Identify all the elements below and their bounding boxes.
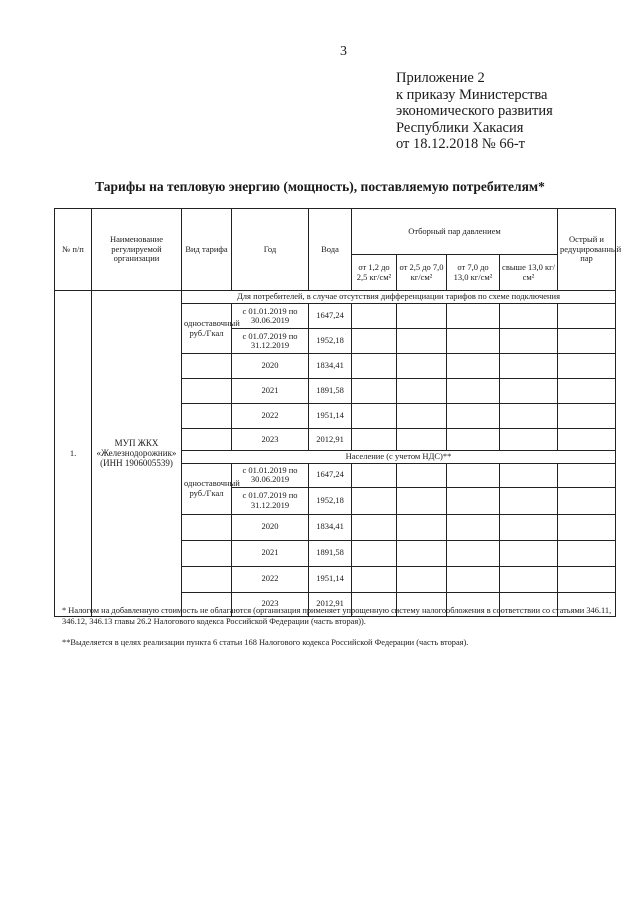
period-cell: с 01.07.2019 по 31.12.2019 <box>232 329 309 354</box>
tariff-type-cell: одноставочный руб./Гкал <box>182 304 232 354</box>
water-value: 1834,41 <box>309 354 352 379</box>
tariff-type-cell: одноставочный руб./Гкал <box>182 463 232 514</box>
period-cell: 2020 <box>232 354 309 379</box>
header-water: Вода <box>309 209 352 291</box>
period-cell: 2021 <box>232 379 309 404</box>
header-num: № п/п <box>55 209 92 291</box>
water-value: 1951,14 <box>309 404 352 429</box>
header-pressure-3: от 7,0 до 13,0 кг/см² <box>447 255 500 291</box>
tariff-table <box>54 208 622 617</box>
water-value: 1952,18 <box>309 329 352 354</box>
header-year: Год <box>232 209 309 291</box>
appendix-line-5: от 18.12.2018 № 66-т <box>396 136 526 152</box>
water-value: 2012,91 <box>309 429 352 451</box>
period-cell: 2022 <box>232 566 309 592</box>
footnote-1: * Налогом на добавленную стоимость не облагаются (организация применяет упрощенную систему налогообложения в соответствии со статьями 346.11, 346.12, 346.13 главы 26.2 Налогового кодекса Российской Федерации (часть вторая)). <box>62 606 612 626</box>
water-value: 1834,41 <box>309 514 352 540</box>
footnote-2: **Выделяется в целях реализации пункта 6 статьи 168 Налогового кодекса Российской Федерации (часть вторая). <box>62 638 469 647</box>
water-value: 2012,91 <box>309 592 352 616</box>
period-cell: с 01.01.2019 по 30.06.2019 <box>232 304 309 329</box>
section-heading: Население (с учетом НДС)** <box>182 451 616 464</box>
period-cell: с 01.01.2019 по 30.06.2019 <box>232 463 309 487</box>
header-pressure-2: от 2,5 до 7,0 кг/см² <box>397 255 447 291</box>
period-cell: с 01.07.2019 по 31.12.2019 <box>232 487 309 514</box>
appendix-block <box>396 70 553 153</box>
water-value: 1647,24 <box>309 304 352 329</box>
water-value: 1951,14 <box>309 566 352 592</box>
period-cell: 2022 <box>232 404 309 429</box>
appendix-line-4: Республики Хакасия <box>396 119 524 136</box>
appendix-line-2: к приказу Министерства <box>396 86 548 103</box>
header-steam: Отборный пар давлением <box>352 209 558 255</box>
header-pressure-1: от 1,2 до 2,5 кг/см² <box>352 255 397 291</box>
appendix-line-1: Приложение 2 <box>396 70 485 86</box>
header-tariff-type: Вид тарифа <box>182 209 232 291</box>
header-pressure-4: свыше 13,0 кг/см² <box>500 255 558 291</box>
section-heading: Для потребителей, в случае отсутствия дифференциации тарифов по схеме подключения <box>182 291 616 304</box>
organization-name: МУП ЖКХ «Железнодорожник» (ИНН 1906005539) <box>92 291 182 617</box>
appendix-line-3: экономического развития <box>396 103 553 119</box>
water-value: 1952,18 <box>309 487 352 514</box>
document-title: Тарифы на тепловую энергию (мощность), поставляемую потребителям* <box>95 179 545 194</box>
header-org: Наименование регулируемой организации <box>92 209 182 291</box>
period-cell: 2021 <box>232 540 309 566</box>
period-cell: 2023 <box>232 592 309 616</box>
water-value: 1891,58 <box>309 379 352 404</box>
water-value: 1891,58 <box>309 540 352 566</box>
row-number: 1. <box>55 291 92 617</box>
period-cell: 2023 <box>232 429 309 451</box>
footnotes <box>62 605 622 648</box>
header-sharp-steam: Острый и редуцированный пар <box>558 209 616 291</box>
period-cell: 2020 <box>232 514 309 540</box>
water-value: 1647,24 <box>309 463 352 487</box>
page-number: 3 <box>340 44 347 59</box>
